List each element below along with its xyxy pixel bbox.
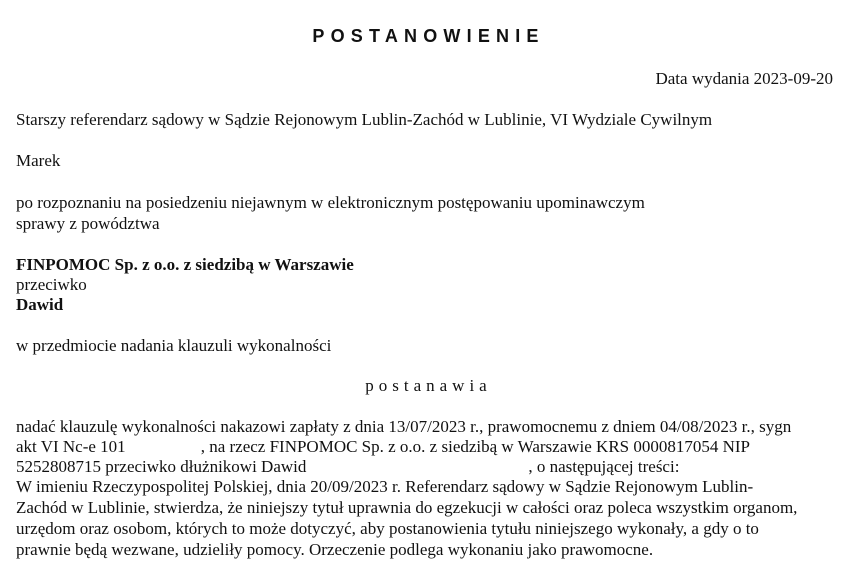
decides-heading: postanawia bbox=[365, 376, 492, 395]
debtor-text: 5252808715 przeciwko dłużnikowi Dawid bbox=[16, 457, 307, 476]
defendant-name: Dawid bbox=[16, 295, 64, 314]
procedure-line-1: po rozpoznaniu na posiedzeniu niejawnym w elektronicznym postępowaniu upominawczym bbox=[16, 193, 645, 212]
plaintiff-name: FINPOMOC Sp. z o.o. z siedzibą w Warszawie bbox=[16, 255, 354, 274]
procedure-line-2: sprawy z powództwa bbox=[16, 214, 160, 233]
case-number: akt VI Nc-e 101 bbox=[16, 437, 126, 456]
ruling-line-3 bbox=[16, 456, 846, 477]
ruling-line-2-rest: , na rzecz FINPOMOC Sp. z o.o. z siedzibą w Warszawie KRS 0000817054 NIP bbox=[200, 437, 750, 456]
ruling-line-4: W imieniu Rzeczypospolitej Polskiej, dnia 20/09/2023 r. Referendarz sądowy w Sądzie Rejonowym Lublin- bbox=[16, 477, 754, 496]
ruling-line-7: prawnie będą wezwane, udzieliły pomocy. Orzeczenie podlega wykonaniu jako prawomocne. bbox=[16, 540, 654, 559]
document-title: POSTANOWIENIE bbox=[312, 26, 545, 46]
issue-date: Data wydania 2023-09-20 bbox=[655, 69, 833, 88]
ruling-line-3-rest: , o następującej treści: bbox=[528, 457, 680, 476]
ruling-line-2 bbox=[16, 436, 846, 457]
issuer-line: Starszy referendarz sądowy w Sądzie Rejonowym Lublin-Zachód w Lublinie, VI Wydziale Cywilnym bbox=[16, 110, 713, 129]
ruling-line-1: nadać klauzulę wykonalności nakazowi zapłaty z dnia 13/07/2023 r., prawomocnemu z dniem 04/08/2023 r., sygn bbox=[16, 417, 792, 436]
judge-name: Marek bbox=[16, 151, 61, 170]
ruling-line-6: urzędom oraz osobom, których to może dotyczyć, aby postanowienia tytułu niniejszego wykonały, a gdy o to bbox=[16, 519, 759, 538]
ruling-line-5: Zachód w Lublinie, stwierdza, że niniejszy tytuł uprawnia do egzekucji w całości oraz poleca wszystkim organom, bbox=[16, 498, 798, 517]
versus-label: przeciwko bbox=[16, 275, 87, 294]
subject-line: w przedmiocie nadania klauzuli wykonalności bbox=[16, 336, 332, 355]
